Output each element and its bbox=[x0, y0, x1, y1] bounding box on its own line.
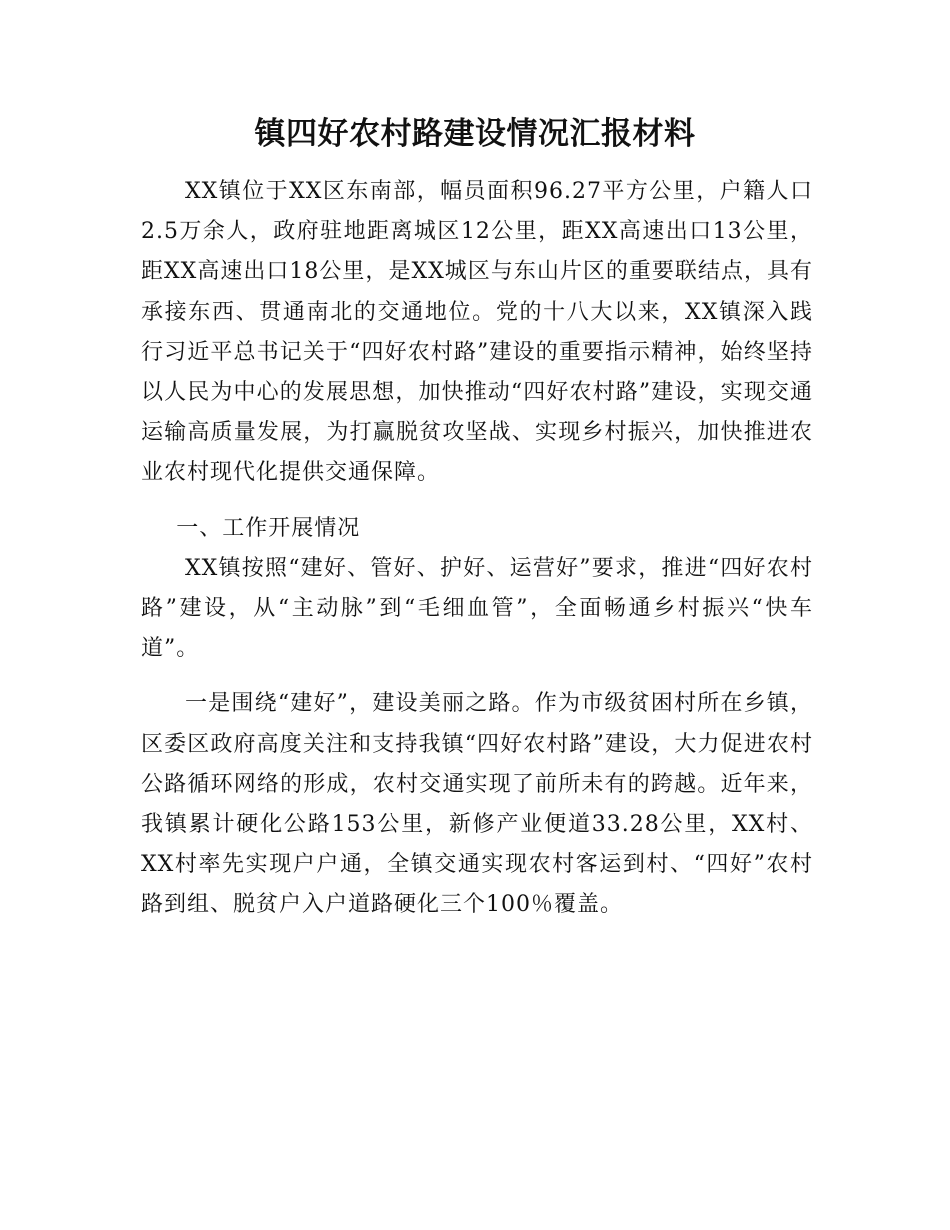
point-one-paragraph: 一是围绕“建好”，建设美丽之路。作为市级贫困村所在乡镇，区委区政府高度关注和支持我镇“四好农村路”建设，大力促进农村公路循环网络的形成，农村交通实现了前所未有的跨越。近年来，我镇累计硬化公路153公里，新修产业便道33.28公里，XX村、XX村率先实现户户通，全镇交通实现农村客运到村、“四好”农村路到组、脱贫户入户道路硬化三个100％覆盖。 bbox=[141, 691, 813, 918]
section-heading: 一、工作开展情况 bbox=[176, 515, 361, 541]
document-title: 镇四好农村路建设情况汇报材料 bbox=[254, 116, 696, 152]
intro-paragraph: XX镇位于XX区东南部，幅员面积96.27平方公里，户籍人口2.5万余人，政府驻地距离城区12公里，距XX高速出口13公里，距XX高速出口18公里，是XX城区与东山片区的重要联结点，具有承接东西、贯通南北的交通地位。党的十八大以来，XX镇深入践行习近平总书记关于“四好农村路”建设的重要指示精神，始终坚持以人民为中心的发展思想，加快推动“四好农村路”建设，实现交通运输高质量发展，为打赢脱贫攻坚战、实现乡村振兴，加快推进农业农村现代化提供交通保障。 bbox=[141, 179, 813, 486]
overview-paragraph: XX镇按照“建好、管好、护好、运营好”要求，推进“四好农村路”建设，从“主动脉”到“毛细血管”，全面畅通乡村振兴“快车道”。 bbox=[141, 555, 813, 662]
document-body bbox=[141, 172, 813, 926]
